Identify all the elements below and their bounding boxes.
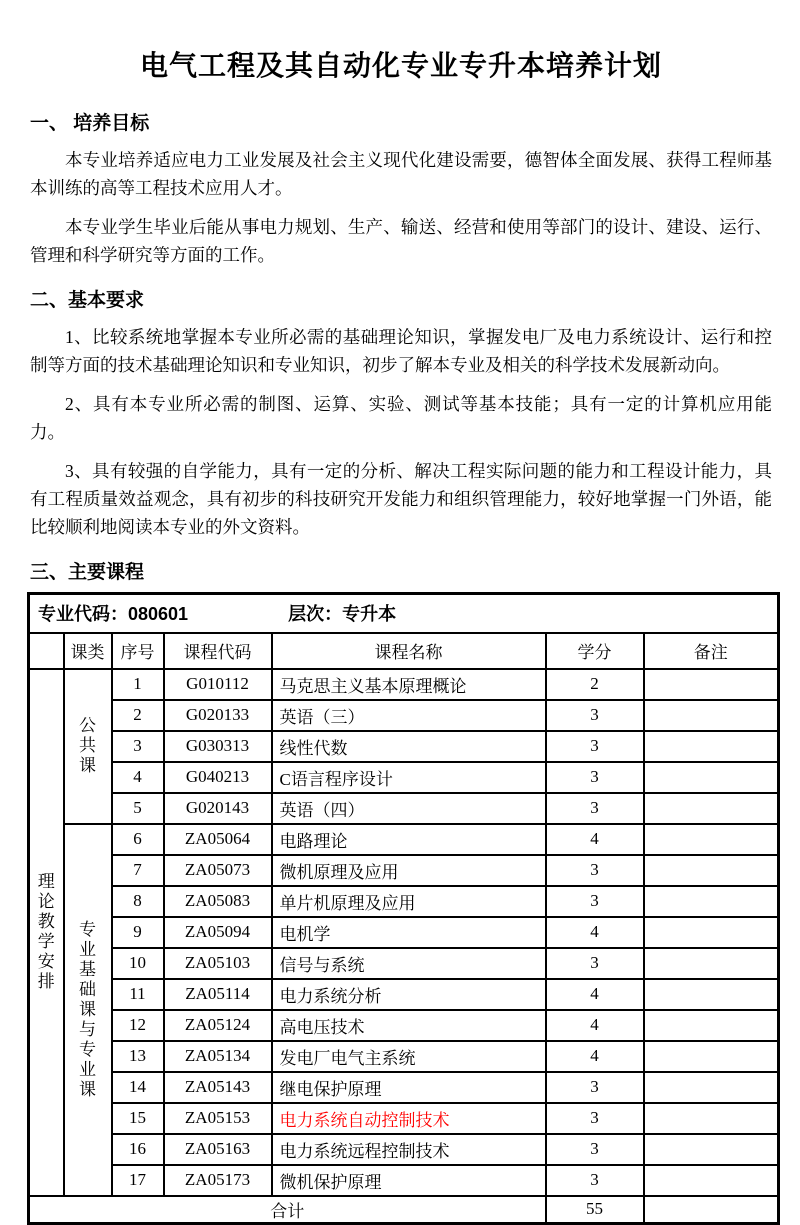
course-name: 电路理论	[272, 824, 546, 855]
course-code: G020143	[164, 793, 272, 824]
table-row	[29, 1041, 779, 1072]
table-row	[29, 669, 779, 700]
course-code: G030313	[164, 731, 272, 762]
table-row	[29, 762, 779, 793]
major-code-label: 专业代码：080601	[38, 604, 189, 625]
course-no: 7	[112, 855, 164, 886]
course-credits: 3	[546, 731, 644, 762]
section1-heading: 一、 培养目标	[30, 113, 150, 134]
course-name: 继电保护原理	[272, 1072, 546, 1103]
requirement-paragraph-2: 2、具有本专业所必需的制图、运算、实验、测试等基本技能；具有一定的计算机应用能力。	[30, 394, 772, 442]
course-remark	[644, 1103, 779, 1134]
course-remark	[644, 1134, 779, 1165]
course-remark	[644, 948, 779, 979]
course-code: G010112	[164, 669, 272, 700]
course-no: 3	[112, 731, 164, 762]
course-remark	[644, 855, 779, 886]
course-name: 电力系统分析	[272, 979, 546, 1010]
table-info-row	[29, 594, 779, 633]
course-remark	[644, 1041, 779, 1072]
course-name: 微机保护原理	[272, 1165, 546, 1196]
course-code: ZA05073	[164, 855, 272, 886]
course-name: 英语（三）	[272, 700, 546, 731]
course-code: ZA05103	[164, 948, 272, 979]
table-row	[29, 855, 779, 886]
course-no: 9	[112, 917, 164, 948]
page-title: 电气工程及其自动化专业专升本培养计划	[139, 50, 662, 81]
course-code: ZA05143	[164, 1072, 272, 1103]
total-remark	[644, 1196, 779, 1224]
course-no: 13	[112, 1041, 164, 1072]
course-code: G040213	[164, 762, 272, 793]
table-total-row	[29, 1196, 779, 1224]
course-code: ZA05064	[164, 824, 272, 855]
objective-paragraph-1: 本专业培养适应电力工业发展及社会主义现代化建设需要，德智体全面发展、获得工程师基本训练的高等工程技术应用人才。	[30, 150, 772, 198]
course-credits: 2	[546, 669, 644, 700]
table-row	[29, 886, 779, 917]
course-credits: 3	[546, 793, 644, 824]
requirement-paragraph-1: 1、比较系统地掌握本专业所必需的基础理论知识，掌握发电厂及电力系统设计、运行和控制等方面的技术基础理论知识和专业知识，初步了解本专业及相关的科学技术发展新动向。	[30, 327, 772, 375]
group-label-public-courses: 公共课	[64, 669, 112, 824]
course-no: 10	[112, 948, 164, 979]
course-remark	[644, 824, 779, 855]
total-credits: 55	[546, 1196, 644, 1224]
course-name-highlighted: 电力系统自动控制技术	[272, 1103, 546, 1134]
course-remark	[644, 886, 779, 917]
table-row-highlighted	[29, 1103, 779, 1134]
course-credits: 3	[546, 700, 644, 731]
course-name: 信号与系统	[272, 948, 546, 979]
course-no: 17	[112, 1165, 164, 1196]
course-credits: 3	[546, 948, 644, 979]
course-remark	[644, 669, 779, 700]
table-row	[29, 793, 779, 824]
course-name: 单片机原理及应用	[272, 886, 546, 917]
course-table	[27, 592, 780, 1225]
table-row	[29, 1072, 779, 1103]
course-no: 8	[112, 886, 164, 917]
section3-heading: 三、主要课程	[30, 562, 145, 583]
course-name: 电机学	[272, 917, 546, 948]
header-course-class: 课类	[64, 633, 112, 669]
course-remark	[644, 731, 779, 762]
course-remark	[644, 1072, 779, 1103]
course-name: 马克思主义基本原理概论	[272, 669, 546, 700]
course-credits: 3	[546, 1103, 644, 1134]
course-credits: 3	[546, 1072, 644, 1103]
course-code: G020133	[164, 700, 272, 731]
table-row	[29, 917, 779, 948]
table-row	[29, 700, 779, 731]
course-credits: 3	[546, 886, 644, 917]
requirement-paragraph-3: 3、具有较强的自学能力，具有一定的分析、解决工程实际问题的能力和工程设计能力，具有工程质量效益观念，具有初步的科技研究开发能力和组织管理能力，较好地掌握一门外语，能比较顺利地阅读本专业的外文资料。	[30, 461, 772, 537]
header-credits: 学分	[546, 633, 644, 669]
course-no: 1	[112, 669, 164, 700]
table-header-row	[29, 633, 779, 669]
section2-heading: 二、基本要求	[30, 290, 145, 311]
course-remark	[644, 700, 779, 731]
corner-cell	[29, 633, 64, 669]
course-credits: 4	[546, 917, 644, 948]
total-label: 合计	[29, 1196, 546, 1224]
course-remark	[644, 1010, 779, 1041]
course-name: 英语（四）	[272, 793, 546, 824]
course-no: 15	[112, 1103, 164, 1134]
course-no: 5	[112, 793, 164, 824]
header-remarks: 备注	[644, 633, 779, 669]
course-remark	[644, 762, 779, 793]
course-code: ZA05173	[164, 1165, 272, 1196]
table-row	[29, 824, 779, 855]
table-row	[29, 1165, 779, 1196]
course-credits: 4	[546, 979, 644, 1010]
header-course-code: 课程代码	[164, 633, 272, 669]
course-remark	[644, 917, 779, 948]
table-row	[29, 979, 779, 1010]
course-credits: 4	[546, 1010, 644, 1041]
table-row	[29, 1134, 779, 1165]
course-name: 高电压技术	[272, 1010, 546, 1041]
info-cell	[29, 594, 779, 633]
course-no: 11	[112, 979, 164, 1010]
course-credits: 3	[546, 762, 644, 793]
course-credits: 3	[546, 855, 644, 886]
course-credits: 3	[546, 1165, 644, 1196]
course-name: 微机原理及应用	[272, 855, 546, 886]
course-name: 发电厂电气主系统	[272, 1041, 546, 1072]
course-code: ZA05083	[164, 886, 272, 917]
course-no: 12	[112, 1010, 164, 1041]
course-code: ZA05163	[164, 1134, 272, 1165]
course-no: 4	[112, 762, 164, 793]
table-row	[29, 731, 779, 762]
course-no: 6	[112, 824, 164, 855]
objective-paragraph-2: 本专业学生毕业后能从事电力规划、生产、输送、经营和使用等部门的设计、建设、运行、管理和科学研究等方面的工作。	[30, 217, 772, 265]
level-label: 层次：专升本	[288, 604, 397, 625]
header-course-name: 课程名称	[272, 633, 546, 669]
table-row	[29, 948, 779, 979]
course-credits: 4	[546, 1041, 644, 1072]
course-remark	[644, 979, 779, 1010]
course-code: ZA05114	[164, 979, 272, 1010]
header-no: 序号	[112, 633, 164, 669]
course-credits: 3	[546, 1134, 644, 1165]
course-no: 14	[112, 1072, 164, 1103]
course-remark	[644, 793, 779, 824]
course-no: 2	[112, 700, 164, 731]
course-name: 电力系统远程控制技术	[272, 1134, 546, 1165]
course-no: 16	[112, 1134, 164, 1165]
course-code: ZA05124	[164, 1010, 272, 1041]
course-remark	[644, 1165, 779, 1196]
group-label-theory-teaching: 理论教学安排	[29, 669, 64, 1196]
course-name: 线性代数	[272, 731, 546, 762]
course-name: C语言程序设计	[272, 762, 546, 793]
table-row	[29, 1010, 779, 1041]
course-code: ZA05153	[164, 1103, 272, 1134]
course-credits: 4	[546, 824, 644, 855]
course-code: ZA05094	[164, 917, 272, 948]
course-code: ZA05134	[164, 1041, 272, 1072]
group-label-major-courses: 专业基础课与专业课	[64, 824, 112, 1196]
